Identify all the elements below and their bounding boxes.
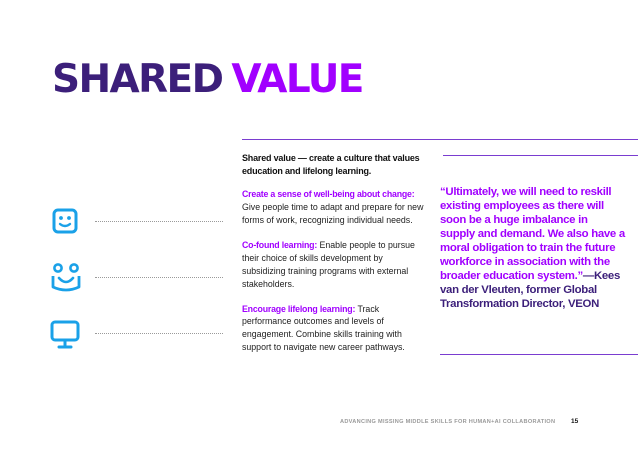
title-word-value: VALUE [231,57,363,102]
page-title [52,57,363,102]
rule-quote-right [443,155,638,156]
icon-leader-1 [95,221,223,222]
two-people-icon [50,262,82,292]
item-lifelong [242,303,424,355]
body-column [242,152,424,366]
monitor-icon [50,320,80,350]
item-lifelong-text: Track performance outcomes and levels of engagement. Combine skills training with support to navigate new career pathways. [242,303,405,353]
lead-text: Shared value — create a culture that values education and lifelong learning. [242,153,420,176]
quote-text: “Ultimately, we will need to reskill existing employees as there will soon be a huge imbalance in supply and demand. We also have a moral obligation to train the future workforce in association with the broader education system.” [440,186,625,282]
quote-attribution: —Kees van der Vleuten, former Global Transformation Director, VEON [440,270,620,310]
icon-leader-2 [95,277,223,278]
pull-quote [440,185,625,311]
item-lifelong-key: Encourage lifelong learning: [242,303,356,314]
page-number: 15 [571,418,579,425]
footer-text: ADVANCING MISSING MIDDLE SKILLS FOR HUMAN+AI COLLABORATION [340,419,556,425]
item-cofound-text: Enable people to pursue their choice of skills development by subsidizing training programs with external stakeholders. [242,239,415,289]
item-cofound-key: Co-found learning: [242,239,318,250]
item-wellbeing-key: Create a sense of well-being about change: [242,189,415,200]
rule-quote-bottom [440,354,638,355]
rule-top [242,139,638,140]
item-wellbeing-text: Give people time to adapt and prepare for new forms of work, recognizing individual needs. [242,202,424,225]
icon-leader-3 [95,333,223,334]
smiley-square-icon [52,208,78,234]
item-cofound [242,239,424,291]
title-word-shared: SHARED [52,57,223,102]
item-wellbeing [242,188,424,227]
